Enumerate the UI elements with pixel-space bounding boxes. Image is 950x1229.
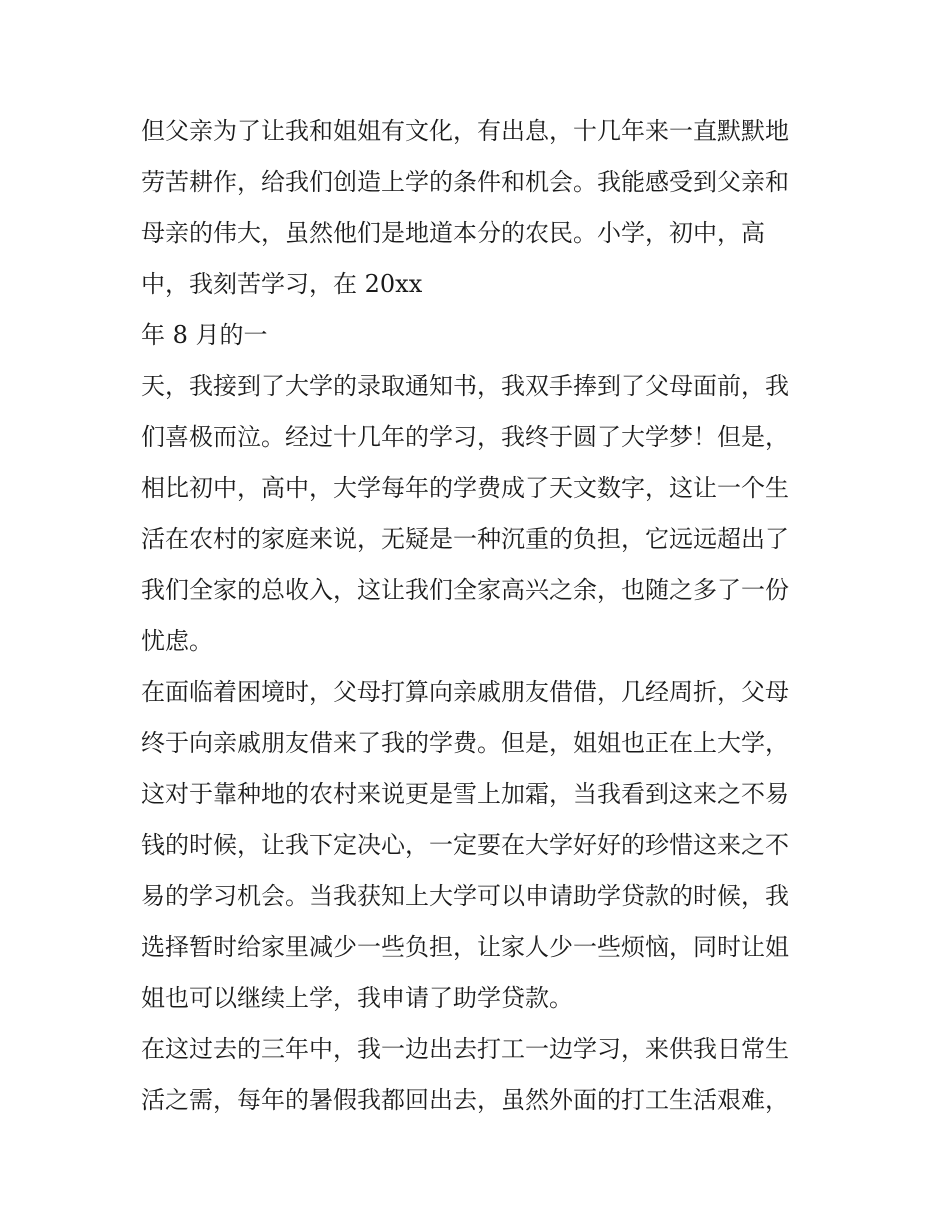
document-body <box>141 106 821 1126</box>
text-line: 活之需，每年的暑假我都回出去，虽然外面的打工生活艰难， <box>141 1086 789 1114</box>
text-line: 姐也可以继续上学，我申请了助学贷款。 <box>141 984 573 1012</box>
text-line: 选择暂时给家里减少一些负担，让家人少一些烦恼，同时让姐 <box>141 933 789 961</box>
text-line: 母亲的伟大，虽然他们是地道本分的农民。小学，初中，高 <box>141 219 765 247</box>
text-line: 年 8 月的一 <box>141 321 268 349</box>
text-line: 们喜极而泣。经过十几年的学习，我终于圆了大学梦！但是， <box>141 423 789 451</box>
text-line: 活在农村的家庭来说，无疑是一种沉重的负担，它远远超出了 <box>141 525 789 553</box>
text-line: 劳苦耕作，给我们创造上学的条件和机会。我能感受到父亲和 <box>141 168 789 196</box>
text-line: 这对于靠种地的农村来说更是雪上加霜，当我看到这来之不易 <box>141 780 789 808</box>
text-line: 终于向亲戚朋友借来了我的学费。但是，姐姐也正在上大学， <box>141 729 789 757</box>
text-line: 但父亲为了让我和姐姐有文化，有出息，十几年来一直默默地 <box>141 117 789 145</box>
text-line: 相比初中，高中，大学每年的学费成了天文数字，这让一个生 <box>141 474 789 502</box>
text-line: 钱的时候，让我下定决心，一定要在大学好好的珍惜这来之不 <box>141 831 789 859</box>
text-line: 忧虑。 <box>141 627 213 655</box>
text-line: 我们全家的总收入，这让我们全家高兴之余，也随之多了一份 <box>141 576 789 604</box>
text-line: 天，我接到了大学的录取通知书，我双手捧到了父母面前，我 <box>141 372 789 400</box>
text-line: 在面临着困境时，父母打算向亲戚朋友借借，几经周折，父母 <box>141 678 789 706</box>
text-line: 在这过去的三年中，我一边出去打工一边学习，来供我日常生 <box>141 1035 789 1063</box>
text-line: 易的学习机会。当我获知上大学可以申请助学贷款的时候，我 <box>141 882 789 910</box>
text-line: 中，我刻苦学习，在 20xx <box>141 270 423 298</box>
